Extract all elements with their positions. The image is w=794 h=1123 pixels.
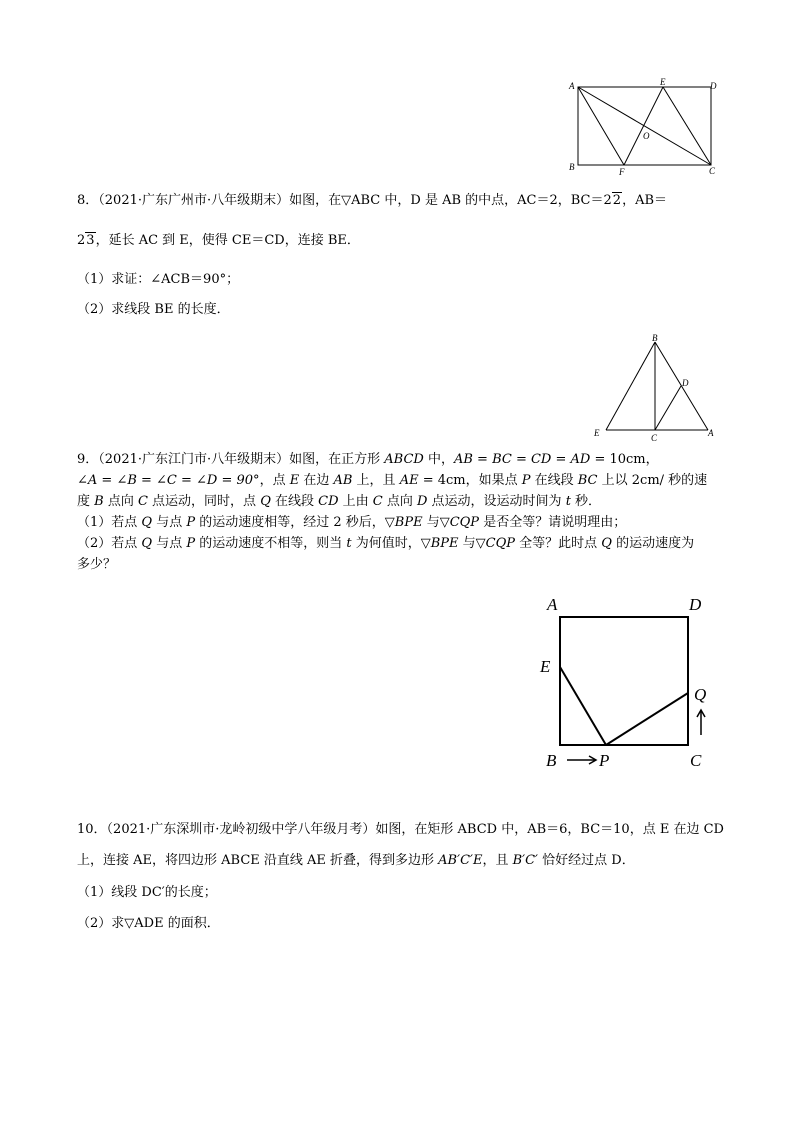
q8-part1: （1）求证：∠ACB＝90°；: [77, 272, 240, 287]
q9-line1: 9．（2021·广东江门市·八年级期末）如图，在正方形 ABCD 中，AB = BC = CD = AD = 10cm，: [77, 452, 659, 467]
label-o: O: [643, 131, 650, 141]
q9-line6: 多少？: [77, 557, 117, 572]
triangle-symbol: ▽: [420, 536, 431, 551]
label-c: C: [709, 166, 716, 176]
q8-line2: 23，延长 AC 到 E，使得 CE＝CD，连接 BE．: [77, 233, 360, 248]
triangle-symbol: ▽: [384, 515, 395, 530]
label-b: B: [569, 162, 575, 172]
q10-part1: （1）线段 DC′的长度；: [77, 885, 217, 900]
segment-cd: [655, 386, 681, 430]
label-p: P: [599, 751, 610, 770]
q8-part2: （2）求线段 BE 的长度．: [77, 302, 230, 317]
triangle-symbol: ▽: [124, 916, 135, 931]
segment-af: [578, 87, 624, 165]
segment-ac: [578, 87, 711, 165]
label-e: E: [660, 77, 666, 87]
square-abcd: [560, 617, 688, 745]
q10-line2: 上，连接 AE，将四边形 ABCE 沿直线 AE 折叠，得到多边形 AB′C′E，且 B′C′ 恰好经过点 D．: [77, 853, 635, 868]
label-e: E: [594, 428, 600, 438]
segment-be: [606, 342, 655, 430]
sqrt-3: 3: [86, 233, 95, 248]
label-d: D: [710, 81, 717, 91]
label-c: C: [690, 751, 702, 770]
label-f: F: [619, 167, 625, 176]
figure-rectangle-aefc: [566, 76, 726, 176]
q8-line1: 8．（2021·广东广州市·八年级期末）如图，在▽ABC 中，D 是 AB 的中点，AC＝2，BC＝22，AB＝: [77, 193, 668, 208]
label-a: A: [569, 81, 575, 91]
label-e: E: [540, 657, 551, 676]
label-a: A: [547, 595, 558, 614]
label-q: Q: [694, 685, 707, 704]
figure-square-abcd: [530, 590, 730, 776]
label-b: B: [546, 751, 557, 770]
q9-part2: （2）若点 Q 与点 P 的运动速度不相等，则当 t 为何值时，▽BPE 与▽CQP 全等？此时点 Q 的运动速度为: [77, 536, 695, 551]
q9-part1: （1）若点 Q 与点 P 的运动速度相等，经过 2 秒后，▽BPE 与▽CQP 是否全等？请说明理由；: [77, 515, 627, 530]
q9-line3: 度 B 点向 C 点运动，同时，点 Q 在线段 CD 上由 C 点向 D 点运动，设运动时间为 t 秒．: [77, 494, 602, 509]
label-d: D: [682, 378, 689, 388]
segment-ec: [663, 87, 711, 165]
sqrt-2: 2: [612, 193, 622, 208]
q10-part2: （2）求▽ADE 的面积．: [77, 916, 220, 931]
triangle-symbol: ▽: [341, 193, 352, 208]
figure-triangle-abc: [590, 332, 720, 444]
triangle-symbol: ▽: [475, 536, 486, 551]
label-c: C: [651, 433, 658, 443]
triangle-symbol: ▽: [439, 515, 450, 530]
segment-ep: [560, 667, 606, 745]
q9-line2: ∠A = ∠B = ∠C = ∠D = 90°，点 E 在边 AB 上，且 AE = 4cm，如果点 P 在线段 BC 上以 2cm/ 秒的速: [77, 473, 708, 488]
label-a: A: [708, 428, 714, 438]
segment-fe: [624, 87, 663, 165]
segment-pq: [606, 693, 688, 745]
label-d: D: [689, 595, 702, 614]
q10-line1: 10．（2021·广东深圳市·龙岭初级中学八年级月考）如图，在矩形 ABCD 中，AB＝6，BC＝10，点 E 在边 CD: [77, 822, 724, 837]
label-b: B: [652, 333, 658, 343]
